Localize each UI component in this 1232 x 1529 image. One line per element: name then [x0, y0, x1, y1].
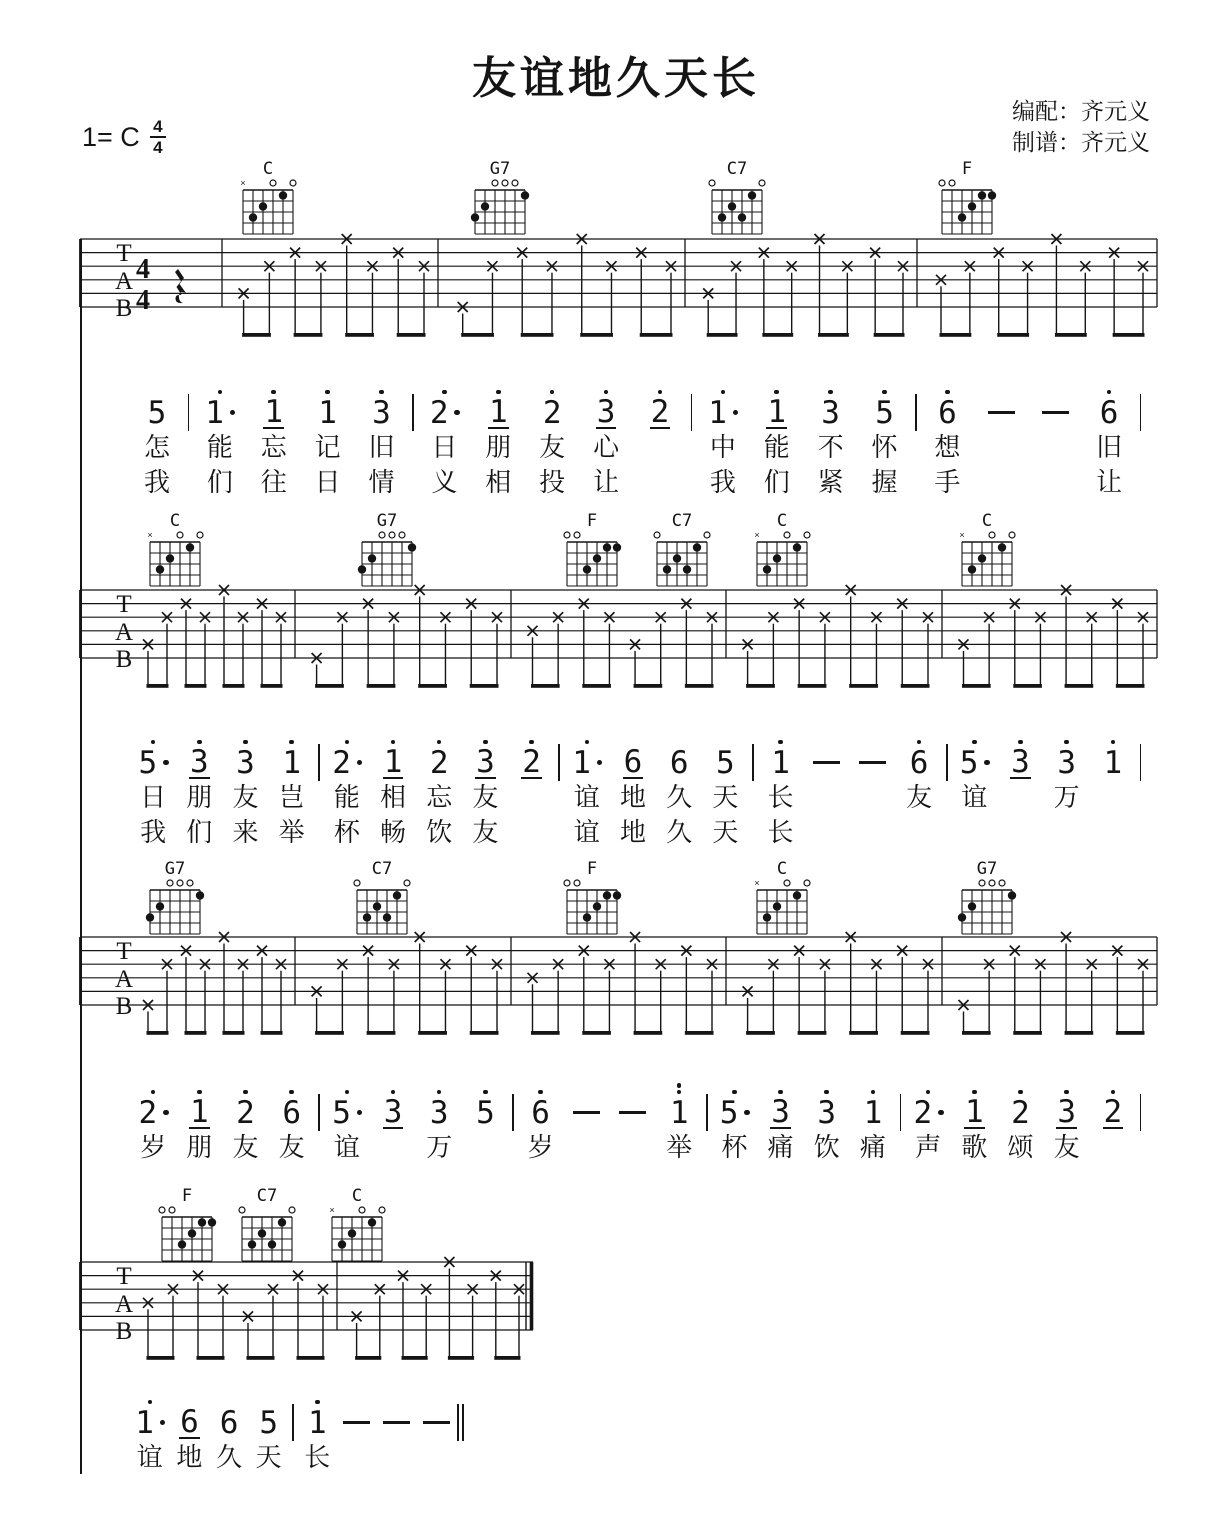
lyric-syllable: 岂	[278, 782, 305, 812]
jianpu-note: 2 声	[905, 1078, 951, 1166]
lyric-syllable: 长	[767, 817, 794, 847]
lyric-syllable: 谊	[573, 817, 600, 847]
lyric-syllable: 友	[472, 782, 499, 812]
lyric-syllable: 畅	[380, 817, 407, 847]
lyric-syllable: 谊	[573, 782, 600, 812]
jianpu-note: 1 歌	[951, 1078, 997, 1166]
lyric-syllable: 中	[709, 432, 736, 462]
jianpu-note: 2 友 投	[525, 378, 579, 501]
chord-name: C	[262, 160, 274, 179]
chord-name: C	[776, 512, 788, 531]
augmentation-dot	[357, 760, 363, 766]
svg-text:×: ×	[754, 878, 760, 888]
chord-name: C	[776, 860, 788, 879]
augmentation-dot	[597, 760, 603, 766]
lyric-syllable: 握	[871, 467, 898, 497]
jianpu-note: 2 能 杯	[324, 728, 370, 851]
chord-name: F	[586, 860, 598, 879]
lyric-syllable: 投	[539, 467, 566, 497]
jianpu-line	[130, 728, 1145, 851]
lyric-syllable: 友	[1053, 1132, 1080, 1162]
chord-name: F	[181, 1187, 193, 1206]
jianpu-note: 5 杯	[711, 1078, 757, 1166]
credit-notation: 制谱：齐元义	[1012, 129, 1150, 155]
lyric-syllable: 朋	[186, 782, 213, 812]
jianpu-note: 1 记 日	[301, 378, 355, 501]
lyric-syllable: 天	[255, 1442, 282, 1472]
lyric-syllable: 友	[906, 782, 933, 812]
lyric-syllable: 万	[1053, 782, 1080, 812]
jianpu-note: 6 久	[209, 1388, 249, 1476]
lyric-syllable: 们	[763, 467, 790, 497]
chord-name: G7	[489, 160, 511, 179]
lyric-syllable: 天	[712, 782, 739, 812]
lyric-syllable: 能	[206, 432, 233, 462]
lyric-syllable: 痛	[767, 1132, 794, 1162]
jianpu-note: 1 朋	[176, 1078, 222, 1166]
jianpu-note: 6 久 久	[656, 728, 702, 851]
key-signature	[82, 118, 166, 156]
jianpu-note: 1 相 畅	[370, 728, 416, 851]
lyric-syllable: 我	[709, 467, 736, 497]
lyric-syllable: 能	[333, 782, 360, 812]
jianpu-note: 1 谊	[130, 1388, 170, 1476]
chord-name: G7	[164, 860, 186, 879]
lyric-syllable: 怀	[871, 432, 898, 462]
chord-name: G7	[976, 860, 998, 879]
jianpu-note: 5 谊	[324, 1078, 370, 1166]
tab-letter-A: A	[114, 619, 134, 646]
lyric-syllable: 痛	[859, 1132, 886, 1162]
lyric-syllable: 谊	[136, 1442, 163, 1472]
lyric-syllable: 友	[232, 782, 259, 812]
jianpu-note: 5 谊	[951, 728, 997, 851]
jianpu-barline	[702, 1078, 711, 1166]
jianpu-barline	[1136, 728, 1145, 851]
tab-letter-B: B	[115, 295, 133, 322]
lyric-syllable: 旧	[1096, 432, 1123, 462]
jianpu-note: 1 长	[298, 1388, 338, 1476]
jianpu-barline	[942, 728, 951, 851]
jianpu-note: 1 痛	[850, 1078, 896, 1166]
tab-staff	[0, 227, 1232, 345]
lyric-syllable: 日	[314, 467, 341, 497]
jianpu-note: 2 颂	[997, 1078, 1043, 1166]
lyric-syllable: 相	[485, 467, 512, 497]
augmentation-dot	[744, 1110, 750, 1116]
lyric-syllable: 手	[934, 467, 961, 497]
augmentation-dot	[984, 760, 990, 766]
jianpu-note: 5 日 我	[130, 728, 176, 851]
augmentation-dot	[733, 410, 739, 416]
jianpu-barline	[315, 1078, 324, 1166]
augmentation-dot	[163, 1110, 169, 1116]
lyric-syllable: 天	[712, 817, 739, 847]
jianpu-note: 5 天 天	[702, 728, 748, 851]
chord-name: C7	[256, 1187, 278, 1206]
tab-letter-B: B	[115, 646, 133, 673]
lyric-syllable: 久	[666, 817, 693, 847]
lyric-syllable: 日	[140, 782, 167, 812]
duration-dash	[850, 728, 896, 851]
lyric-syllable: 声	[915, 1132, 942, 1162]
jianpu-note: 6 旧 让	[1082, 378, 1136, 501]
lyric-syllable: 让	[593, 467, 620, 497]
jianpu-note: 2	[1090, 1078, 1136, 1166]
lyric-syllable: 地	[619, 817, 646, 847]
jianpu-barline	[289, 1388, 298, 1476]
jianpu-note: 3	[370, 1078, 416, 1166]
svg-text:×: ×	[147, 530, 153, 540]
lyric-syllable: 岁	[527, 1132, 554, 1162]
jianpu-note: 3 饮	[804, 1078, 850, 1166]
augmentation-dot	[160, 1420, 166, 1426]
jianpu-barline	[1136, 378, 1145, 501]
tab-letter-T: T	[116, 591, 132, 618]
lyric-syllable: 友	[539, 432, 566, 462]
jianpu-note: 1 举	[656, 1078, 702, 1166]
duration-dash	[564, 1078, 610, 1166]
staff-time-signature: 4	[136, 285, 150, 316]
chord-name: C7	[371, 860, 393, 879]
lyric-syllable: 岁	[140, 1132, 167, 1162]
lyric-syllable: 友	[278, 1132, 305, 1162]
jianpu-note: 2 岁	[130, 1078, 176, 1166]
jianpu-note: 2	[633, 378, 687, 501]
duration-dash	[337, 1388, 377, 1476]
lyric-syllable: 日	[431, 432, 458, 462]
tab-letter-A: A	[114, 268, 134, 295]
lyric-syllable: 来	[232, 817, 259, 847]
augmentation-dot	[357, 1110, 363, 1116]
tab-letter-T: T	[116, 1263, 132, 1290]
lyric-syllable: 旧	[368, 432, 395, 462]
lyric-syllable: 歌	[961, 1132, 988, 1162]
lyric-syllable: 我	[143, 467, 170, 497]
augmentation-dot	[938, 1110, 944, 1116]
lyric-syllable: 我	[140, 817, 167, 847]
lyric-syllable: 紧	[817, 467, 844, 497]
jianpu-line	[130, 1078, 1145, 1166]
lyric-syllable: 朋	[186, 1132, 213, 1162]
duration-dash	[804, 728, 850, 851]
lyric-syllable: 友	[232, 1132, 259, 1162]
jianpu-barline	[408, 378, 417, 501]
jianpu-barline	[748, 728, 757, 851]
svg-text:×: ×	[959, 530, 965, 540]
augmentation-dot	[454, 410, 460, 416]
lyric-syllable: 心	[593, 432, 620, 462]
song-title: 友谊地久天长	[472, 54, 760, 103]
chord-name: F	[586, 512, 598, 531]
jianpu-final-barline	[456, 1388, 465, 1476]
jianpu-note: 3 不 紧	[804, 378, 858, 501]
lyric-syllable: 忘	[426, 782, 453, 812]
lyric-syllable: 朋	[485, 432, 512, 462]
lyric-syllable: 情	[368, 467, 395, 497]
jianpu-barline	[911, 378, 920, 501]
jianpu-note: 2 日 义	[417, 378, 471, 501]
jianpu-note: 2 友	[222, 1078, 268, 1166]
lyric-syllable: 饮	[813, 1132, 840, 1162]
tab-letter-T: T	[116, 938, 132, 965]
duration-dash	[974, 378, 1028, 501]
jianpu-barline	[1136, 1078, 1145, 1166]
duration-dash	[377, 1388, 417, 1476]
jianpu-note: 1 岂 举	[269, 728, 315, 851]
duration-dash	[416, 1388, 456, 1476]
augmentation-dot	[230, 410, 236, 416]
jianpu-note: 1 朋 相	[471, 378, 525, 501]
jianpu-note: 6 地 地	[610, 728, 656, 851]
quarter-rest	[175, 269, 186, 303]
svg-text:×: ×	[240, 178, 246, 188]
jianpu-line	[130, 378, 1145, 501]
jianpu-barline	[687, 378, 696, 501]
chord-name: C	[169, 512, 181, 531]
tab-staff	[0, 578, 1232, 696]
svg-text:×: ×	[754, 530, 760, 540]
jianpu-note: 3 心 让	[579, 378, 633, 501]
jianpu-note: 3 友	[1044, 1078, 1090, 1166]
credit-arranger: 编配：齐元义	[1012, 98, 1150, 124]
lyric-syllable: 友	[472, 817, 499, 847]
tab-letter-A: A	[114, 966, 134, 993]
lyric-syllable: 忘	[260, 432, 287, 462]
chord-name: G7	[376, 512, 398, 531]
jianpu-note: 3 友 友	[462, 728, 508, 851]
duration-dash	[1028, 378, 1082, 501]
jianpu-note: 3 旧 情	[355, 378, 409, 501]
jianpu-barline	[555, 728, 564, 851]
jianpu-note: 6 友	[896, 728, 942, 851]
lyric-syllable: 相	[380, 782, 407, 812]
chord-name: C7	[671, 512, 693, 531]
lyric-syllable: 举	[278, 817, 305, 847]
augmentation-dot	[163, 760, 169, 766]
lyric-syllable: 们	[186, 817, 213, 847]
lyric-syllable: 能	[763, 432, 790, 462]
chord-name: C	[981, 512, 993, 531]
credits	[1012, 96, 1150, 158]
jianpu-note: 2	[509, 728, 555, 851]
jianpu-note: 3 痛	[757, 1078, 803, 1166]
jianpu-note: 2 忘 饮	[416, 728, 462, 851]
svg-text:×: ×	[329, 1205, 335, 1215]
lyric-syllable: 怎	[143, 432, 170, 462]
lyric-syllable: 不	[817, 432, 844, 462]
lyric-syllable: 久	[216, 1442, 243, 1472]
jianpu-note: 5 怀 握	[858, 378, 912, 501]
tab-letter-B: B	[115, 1318, 133, 1345]
jianpu-barline	[896, 1078, 905, 1166]
jianpu-note: 3 万	[1044, 728, 1090, 851]
lyric-syllable: 谊	[961, 782, 988, 812]
tab-letter-T: T	[116, 240, 132, 267]
time-signature: $\frac{4}{4}$	[150, 118, 166, 156]
lyric-syllable: 颂	[1007, 1132, 1034, 1162]
lyric-syllable: 让	[1096, 467, 1123, 497]
chord-name: F	[961, 160, 973, 179]
tab-staff	[0, 1250, 1232, 1368]
lyric-syllable: 长	[304, 1442, 331, 1472]
lyric-syllable: 举	[666, 1132, 693, 1162]
lyric-syllable: 地	[619, 782, 646, 812]
jianpu-note: 1 谊 谊	[564, 728, 610, 851]
lyric-syllable: 们	[206, 467, 233, 497]
jianpu-note: 3	[997, 728, 1043, 851]
jianpu-barline	[509, 1078, 518, 1166]
lyric-syllable: 谊	[333, 1132, 360, 1162]
lyric-syllable: 想	[934, 432, 961, 462]
jianpu-note: 1	[1090, 728, 1136, 851]
jianpu-note: 6 友	[269, 1078, 315, 1166]
jianpu-line	[130, 1388, 465, 1476]
lyric-syllable: 饮	[426, 817, 453, 847]
chord-name: C7	[726, 160, 748, 179]
jianpu-barline	[315, 728, 324, 851]
duration-dash	[610, 1078, 656, 1166]
lyric-syllable: 长	[767, 782, 794, 812]
jianpu-note: 5 怎 我	[130, 378, 184, 501]
tab-letter-B: B	[115, 993, 133, 1020]
jianpu-note: 1 能 们	[750, 378, 804, 501]
jianpu-note: 3 友 来	[222, 728, 268, 851]
lyric-syllable: 地	[176, 1442, 203, 1472]
chord-name: C	[351, 1187, 363, 1206]
tab-letter-A: A	[114, 1291, 134, 1318]
jianpu-note: 3 万	[416, 1078, 462, 1166]
jianpu-note: 1 忘 往	[247, 378, 301, 501]
tab-staff	[0, 925, 1232, 1043]
jianpu-note: 1 中 我	[696, 378, 750, 501]
lyric-syllable: 万	[426, 1132, 453, 1162]
jianpu-barline	[184, 378, 193, 501]
jianpu-note: 1 长 长	[757, 728, 803, 851]
jianpu-note: 6 想 手	[920, 378, 974, 501]
jianpu-note: 1 能 们	[193, 378, 247, 501]
lyric-syllable: 杯	[333, 817, 360, 847]
jianpu-note: 5	[462, 1078, 508, 1166]
lyric-syllable: 记	[314, 432, 341, 462]
staff-time-signature: 4	[136, 254, 150, 285]
lyric-syllable: 往	[260, 467, 287, 497]
key-prefix: 1= C	[82, 121, 140, 152]
lyric-syllable: 久	[666, 782, 693, 812]
jianpu-note: 6 地	[170, 1388, 210, 1476]
jianpu-note: 3 朋 们	[176, 728, 222, 851]
lyric-syllable: 杯	[721, 1132, 748, 1162]
jianpu-note: 6 岁	[518, 1078, 564, 1166]
lyric-syllable: 义	[431, 467, 458, 497]
jianpu-note: 5 天	[249, 1388, 289, 1476]
